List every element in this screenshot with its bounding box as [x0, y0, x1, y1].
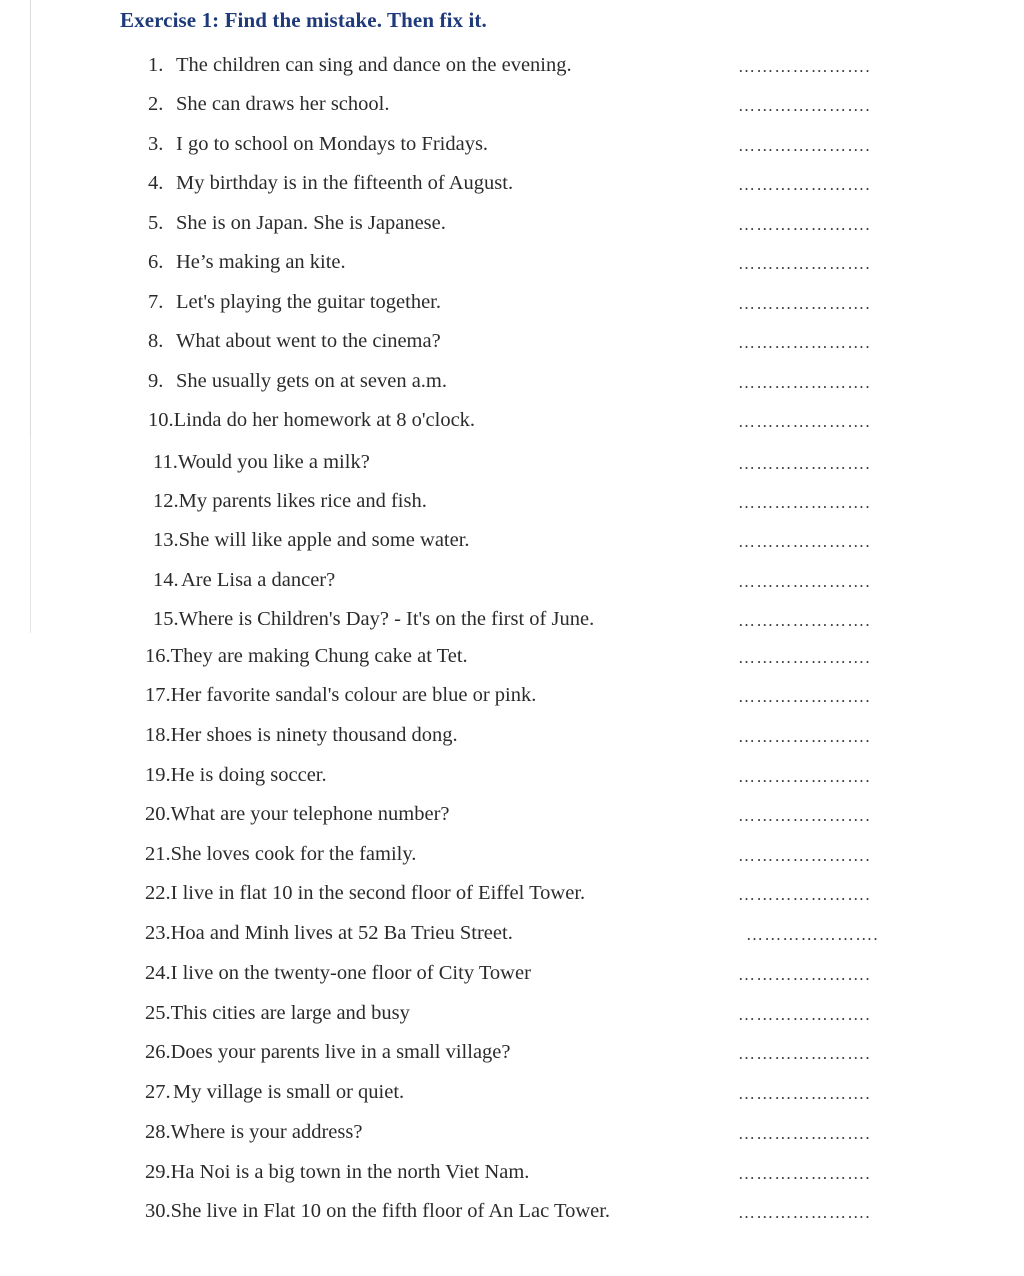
- item-number: 25.: [145, 1002, 171, 1024]
- exercise-sentence: [145, 1117, 362, 1147]
- answer-blank[interactable]: ………………….: [738, 846, 871, 865]
- exercise-sentence: [148, 50, 572, 80]
- exercise-sentence: [148, 326, 441, 356]
- item-text: The children can sing and dance on the evening.: [176, 54, 572, 76]
- answer-blank[interactable]: ………………….: [738, 1164, 871, 1183]
- answer-blank[interactable]: ………………….: [738, 1203, 871, 1222]
- exercise-item: [0, 565, 1024, 595]
- exercise-sentence: [145, 799, 450, 829]
- answer-blank[interactable]: ………………….: [738, 648, 871, 667]
- item-number: 19.: [145, 764, 171, 786]
- item-text: I live on the twenty-one floor of City Tower: [170, 962, 531, 984]
- item-text: She usually gets on at seven a.m.: [176, 370, 448, 392]
- item-text: My birthday is in the fifteenth of August.: [176, 172, 514, 194]
- item-number: 18.: [145, 724, 171, 746]
- exercise-sentence: [148, 287, 441, 317]
- exercise-sentence: [145, 1157, 529, 1187]
- item-number: 15.: [153, 608, 179, 630]
- item-text: This cities are large and busy: [170, 1002, 410, 1024]
- item-number: 27.: [145, 1081, 171, 1103]
- item-number: 6.: [148, 251, 164, 273]
- item-text: Let's playing the guitar together.: [176, 291, 441, 313]
- item-number: 8.: [148, 330, 164, 352]
- answer-blank[interactable]: ………………….: [738, 493, 871, 512]
- answer-blank[interactable]: ………………….: [746, 925, 879, 944]
- answer-blank[interactable]: ………………….: [738, 727, 871, 746]
- answer-blank[interactable]: ………………….: [738, 373, 871, 392]
- item-number: 21.: [145, 843, 171, 865]
- exercise-sentence: [148, 129, 488, 159]
- exercise-item: [0, 525, 1024, 555]
- exercise-item: [0, 1117, 1024, 1147]
- item-text: She loves cook for the family.: [170, 843, 417, 865]
- answer-blank[interactable]: ………………….: [738, 1084, 871, 1103]
- exercise-item: [0, 998, 1024, 1028]
- item-number: 17.: [145, 684, 171, 706]
- exercise-item: [0, 486, 1024, 516]
- exercise-sentence: [148, 247, 346, 277]
- exercise-item: [0, 799, 1024, 829]
- exercise-sentence: [153, 565, 335, 595]
- answer-blank[interactable]: ………………….: [738, 611, 871, 630]
- exercise-sentence: [153, 525, 470, 555]
- item-number: 1.: [148, 54, 164, 76]
- exercise-item: [0, 168, 1024, 198]
- item-text: Where is Children's Day? - It's on the first of June.: [178, 608, 595, 630]
- item-text: Are Lisa a dancer?: [181, 569, 336, 591]
- answer-blank[interactable]: ………………….: [738, 175, 871, 194]
- answer-blank[interactable]: ………………….: [738, 806, 871, 825]
- exercise-item: [0, 89, 1024, 119]
- exercise-sentence: [148, 366, 447, 396]
- item-number: 26.: [145, 1041, 171, 1063]
- exercise-item: [0, 918, 1024, 948]
- exercise-item: [0, 405, 1024, 435]
- exercise-item: [0, 447, 1024, 477]
- item-number: 12.: [153, 490, 179, 512]
- exercise-sentence: [145, 839, 416, 869]
- item-text: Her favorite sandal's colour are blue or pink.: [170, 684, 537, 706]
- exercise-sentence: [145, 1077, 404, 1107]
- item-text: I go to school on Mondays to Fridays.: [176, 133, 489, 155]
- exercise-sentence: [148, 89, 389, 119]
- item-text: I live in flat 10 in the second floor of Eiffel Tower.: [170, 882, 586, 904]
- item-number: 23.: [145, 922, 171, 944]
- exercise-sentence: [153, 604, 594, 634]
- item-text: She will like apple and some water.: [178, 529, 470, 551]
- answer-blank[interactable]: ………………….: [738, 136, 871, 155]
- exercise-item: [0, 129, 1024, 159]
- exercise-item: [0, 604, 1024, 634]
- item-text: She live in Flat 10 on the fifth floor of An Lac Tower.: [170, 1200, 611, 1222]
- item-text: She is on Japan. She is Japanese.: [176, 212, 446, 234]
- answer-blank[interactable]: ………………….: [738, 1044, 871, 1063]
- item-number: 24.: [145, 962, 171, 984]
- exercise-item: [0, 878, 1024, 908]
- exercise-item: [0, 366, 1024, 396]
- item-text: My parents likes rice and fish.: [178, 490, 427, 512]
- answer-blank[interactable]: ………………….: [738, 885, 871, 904]
- answer-blank[interactable]: ………………….: [738, 412, 871, 431]
- exercise-item: [0, 839, 1024, 869]
- item-number: 9.: [148, 370, 164, 392]
- exercise-sentence: [145, 720, 458, 750]
- exercise-sentence: [145, 958, 531, 988]
- answer-blank[interactable]: ………………….: [738, 57, 871, 76]
- exercise-item: [0, 247, 1024, 277]
- exercise-item: [0, 680, 1024, 710]
- exercise-sentence: [145, 1037, 511, 1067]
- item-text: Hoa and Minh lives at 52 Ba Trieu Street.: [170, 922, 513, 944]
- exercise-item: [0, 50, 1024, 80]
- item-text: What about went to the cinema?: [176, 330, 441, 352]
- exercise-item: [0, 326, 1024, 356]
- answer-blank[interactable]: ………………….: [738, 333, 871, 352]
- item-number: 22.: [145, 882, 171, 904]
- item-number: 3.: [148, 133, 164, 155]
- item-text: Does your parents live in a small village?: [170, 1041, 511, 1063]
- item-number: 11.: [153, 451, 178, 473]
- answer-blank[interactable]: ………………….: [738, 215, 871, 234]
- exercise-item: [0, 760, 1024, 790]
- exercise-sentence: [145, 918, 513, 948]
- item-number: 16.: [145, 645, 171, 667]
- item-number: 30.: [145, 1200, 171, 1222]
- item-number: 28.: [145, 1121, 171, 1143]
- exercise-item: [0, 641, 1024, 671]
- exercise-title: Exercise 1: Find the mistake. Then fix it.: [120, 8, 487, 32]
- exercise-sentence: [148, 405, 475, 435]
- answer-blank[interactable]: ………………….: [738, 254, 871, 273]
- exercise-sentence: [145, 680, 536, 710]
- answer-blank[interactable]: ………………….: [738, 532, 871, 551]
- exercise-sentence: [145, 641, 468, 671]
- item-number: 4.: [148, 172, 164, 194]
- exercise-sentence: [148, 168, 513, 198]
- answer-blank[interactable]: ………………….: [738, 767, 871, 786]
- exercise-item: [0, 720, 1024, 750]
- item-number: 5.: [148, 212, 164, 234]
- item-text: Where is your address?: [170, 1121, 363, 1143]
- exercise-item: [0, 1196, 1024, 1226]
- answer-blank[interactable]: ………………….: [738, 454, 871, 473]
- exercise-item: [0, 1077, 1024, 1107]
- exercise-sentence: [145, 998, 410, 1028]
- exercise-item: [0, 287, 1024, 317]
- item-text: Her shoes is ninety thousand dong.: [170, 724, 458, 746]
- item-number: 10.: [148, 409, 174, 431]
- exercise-sentence: [145, 760, 327, 790]
- exercise-item: [0, 1157, 1024, 1187]
- item-number: 2.: [148, 93, 164, 115]
- answer-blank[interactable]: ………………….: [738, 572, 871, 591]
- exercise-sentence: [145, 878, 585, 908]
- item-number: 7.: [148, 291, 164, 313]
- item-number: 29.: [145, 1161, 171, 1183]
- exercise-sentence: [153, 447, 370, 477]
- item-text: She can draws her school.: [176, 93, 390, 115]
- answer-blank[interactable]: ………………….: [738, 294, 871, 313]
- answer-blank[interactable]: ………………….: [738, 1005, 871, 1024]
- exercise-sentence: [153, 486, 427, 516]
- answer-blank[interactable]: ………………….: [738, 687, 871, 706]
- item-number: 13.: [153, 529, 179, 551]
- answer-blank[interactable]: ………………….: [738, 965, 871, 984]
- exercise-item: [0, 208, 1024, 238]
- exercise-item: [0, 958, 1024, 988]
- answer-blank[interactable]: ………………….: [738, 96, 871, 115]
- exercise-sentence: [148, 208, 446, 238]
- item-text: He is doing soccer.: [170, 764, 327, 786]
- answer-blank[interactable]: ………………….: [738, 1124, 871, 1143]
- item-text: Linda do her homework at 8 o'clock.: [173, 409, 476, 431]
- exercise-item: [0, 1037, 1024, 1067]
- item-text: What are your telephone number?: [170, 803, 450, 825]
- item-text: Would you like a milk?: [177, 451, 370, 473]
- item-text: Ha Noi is a big town in the north Viet Nam.: [170, 1161, 530, 1183]
- exercise-sentence: [145, 1196, 610, 1226]
- item-text: He’s making an kite.: [176, 251, 346, 273]
- item-number: 14.: [153, 569, 179, 591]
- item-text: My village is small or quiet.: [173, 1081, 405, 1103]
- item-text: They are making Chung cake at Tet.: [170, 645, 468, 667]
- item-number: 20.: [145, 803, 171, 825]
